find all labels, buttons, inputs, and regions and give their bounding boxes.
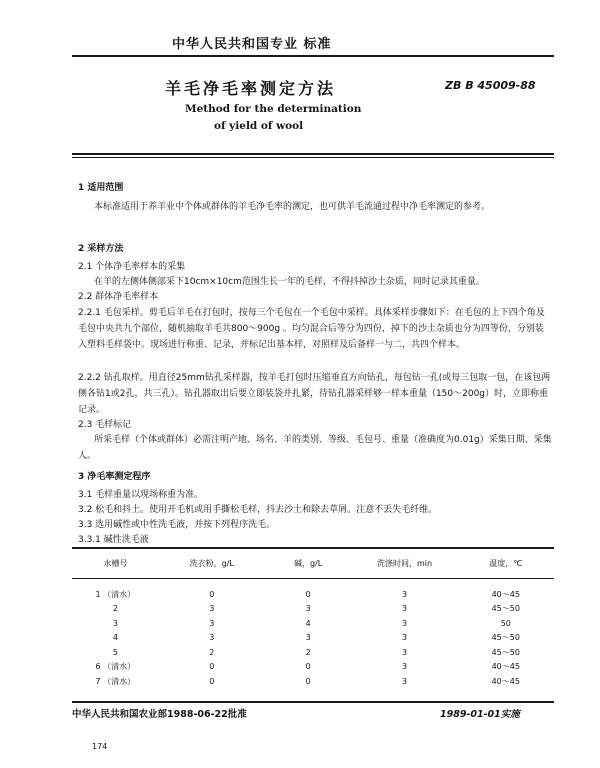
cell-time: 3: [402, 589, 408, 599]
cell-detergent: 2: [209, 647, 215, 657]
section-2-1-text: 在羊的左侧体侧部采下10cm×10cm范围生长一年的毛样，不得抖掉沙土杂质，同时记录其重量。: [94, 277, 485, 287]
table-row: [72, 674, 554, 689]
col-header-tank: 水槽号: [72, 548, 159, 579]
cell-time: 3: [402, 633, 408, 643]
header-rule: [72, 55, 554, 57]
section-3-2-text: 3.2 松毛和抖土。使用开毛机或用手撕松毛样，抖去沙土和除去草屑。注意不丢失毛纤维。: [78, 505, 438, 515]
cell-tank: 1 （清水）: [95, 589, 136, 599]
cell-detergent: 3: [209, 633, 215, 643]
table-row: [72, 579, 554, 602]
cell-temperature: 50: [500, 618, 511, 628]
cell-tank: 3: [112, 618, 118, 628]
standard-code: ZB B 45009-88: [445, 79, 536, 92]
english-title-line2: of yield of wool: [214, 120, 304, 132]
cell-time: 3: [402, 604, 408, 614]
section-1-text: 本标准适用于养羊业中个体或群体的羊毛净毛率的测定，也可供羊毛流通过程中净毛率测定的参考。: [94, 202, 491, 212]
col-header-temperature: 温度，℃: [458, 548, 554, 579]
cell-tank: 6 （清水）: [95, 662, 136, 672]
section-2-2-1-text: 2.2.1 毛包采样。剪毛后羊毛在打包时，按每三个毛包在一个毛包中采样。具体采样步骤如下：在毛包的上下四个角及毛包中央共九个部位，随机抽取羊毛共800～900g 。均匀混合后等分为四份，掉下的沙土杂质也分为四等份，分别装入塑料毛样袋中。现场进行称重、记录，并标记出基本样，对照样及后备样一与二，共四个样本。: [78, 308, 545, 350]
cell-time: 3: [402, 618, 408, 628]
section-3-1-text: 3.1 毛样重量以现场称重为准。: [78, 490, 204, 500]
section-3-title: 3 净毛率测定程序: [78, 472, 151, 482]
cell-tank: 7 （清水）: [95, 676, 136, 686]
cell-temperature: 40～45: [491, 662, 520, 672]
cell-alkali: 0: [305, 676, 311, 686]
col-header-alkali: 碱，g/L: [265, 548, 352, 579]
section-2-title: 2 采样方法: [78, 244, 124, 254]
cell-time: 3: [402, 676, 408, 686]
cell-alkali: 0: [305, 662, 311, 672]
cell-detergent: 3: [209, 604, 215, 614]
table-row: [72, 616, 554, 631]
section-2-2-2-text: 2.2.2 钻孔取样。用直径25mm钻孔采样器，按羊毛打包时压缩垂直方向钻孔，每包钻一孔(或每三包取一包，在该包两侧各钻1或2孔，共三孔）。钻孔器取出后要立即装袋并扎紧，待钻孔器采样够一样本重量（150～200g）时，立即称重记录。: [78, 373, 551, 415]
cell-time: 3: [402, 662, 408, 672]
cell-temperature: 45～50: [491, 633, 520, 643]
cell-time: 3: [402, 647, 408, 657]
title-rule-thick: [72, 153, 554, 155]
cell-alkali: 4: [305, 618, 311, 628]
cell-temperature: 45～50: [491, 647, 520, 657]
approval-note: 中华人民共和国农业部1988-06-22批准: [72, 709, 247, 720]
section-2-1-title: 2.1 个体净毛率样本的采集: [78, 262, 186, 272]
cell-tank: 4: [112, 633, 118, 643]
section-3-3-text: 3.3 选用碱性或中性洗毛液，并按下列程序洗毛。: [78, 520, 276, 530]
cell-tank: 5: [112, 647, 118, 657]
effective-date: 1989-01-01实施: [440, 709, 520, 720]
cell-temperature: 40～45: [491, 676, 520, 686]
cell-alkali: 3: [305, 604, 311, 614]
cell-alkali: 3: [305, 633, 311, 643]
title-rule-thin: [72, 157, 554, 158]
section-1-title: 1 适用范围: [78, 183, 124, 193]
table-row: [72, 645, 554, 660]
table-row: [72, 660, 554, 675]
col-header-detergent: 洗衣粉，g/L: [159, 548, 265, 579]
page-number: 174: [92, 742, 108, 751]
footer-rule: [72, 701, 554, 703]
washing-liquor-table: [72, 548, 554, 689]
section-2-3-title: 2.3 毛样标记: [78, 420, 132, 430]
english-title-line1: Method for the determination: [185, 103, 362, 115]
document-title: 羊毛净毛率测定方法: [165, 79, 337, 98]
cell-tank: 2: [112, 604, 118, 614]
table-header-row: [72, 548, 554, 579]
cell-alkali: 2: [305, 647, 311, 657]
cell-temperature: 40～45: [491, 589, 520, 599]
cell-detergent: 0: [209, 662, 215, 672]
col-header-wash-time: 洗涤时间，min: [352, 548, 458, 579]
cell-temperature: 45～50: [491, 604, 520, 614]
section-2-3-text: 所采毛样（个体或群体）必需注明产地、场名、羊的类别、等级、毛包号、重量（准确度为0.01g）采集日期、采集人。: [78, 435, 552, 461]
section-2-2-title: 2.2 群体净毛率样本: [78, 292, 159, 302]
cell-detergent: 0: [209, 589, 215, 599]
issuer-heading: 中华人民共和国专业 标准: [172, 37, 332, 52]
cell-detergent: 3: [209, 618, 215, 628]
table-row: [72, 631, 554, 646]
cell-detergent: 0: [209, 676, 215, 686]
cell-alkali: 0: [305, 589, 311, 599]
table-row: [72, 602, 554, 617]
section-3-3-1-text: 3.3.1 碱性洗毛液: [78, 535, 149, 545]
